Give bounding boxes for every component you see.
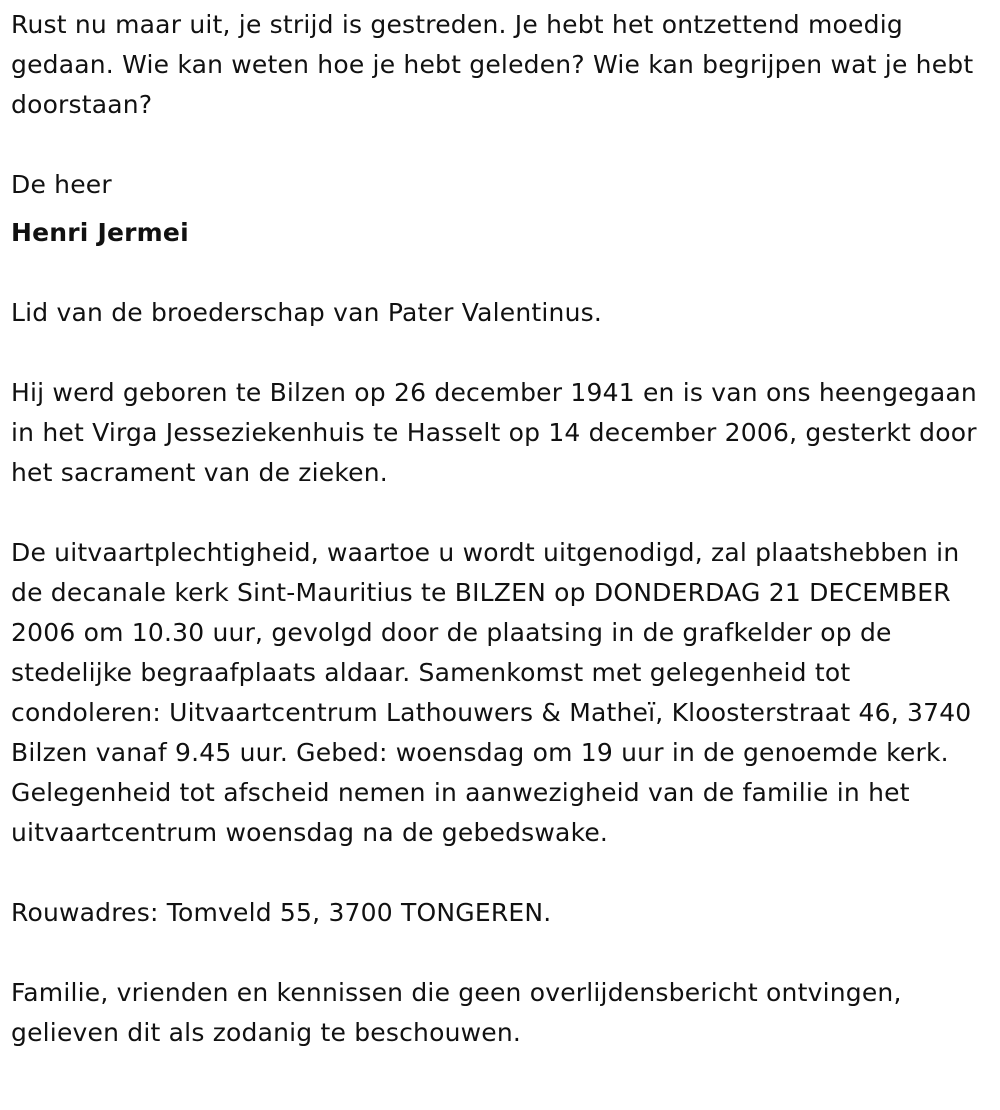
spacer	[11, 933, 986, 973]
deceased-name: Henri Jermei	[11, 218, 189, 247]
birth-death-paragraph: Hij werd geboren te Bilzen op 26 december 1941 en is van ons heengegaan in het Virga Jesseziekenhuis te Hasselt op 14 december 2006, gesterkt door het sacrament van de zieken.	[11, 378, 977, 487]
spacer	[11, 125, 986, 165]
obituary-text	[11, 5, 986, 1053]
spacer	[11, 333, 986, 373]
spacer	[11, 253, 986, 293]
spacer	[11, 493, 986, 533]
funeral-paragraph: De uitvaartplechtigheid, waartoe u wordt uitgenodigd, zal plaatshebben in de decanale kerk Sint-Mauritius te BILZEN op DONDERDAG 21 DECEMBER 2006 om 10.30 uur, gevolgd door de plaatsing in de grafkelder op de stedelijke begraafplaats aldaar. Samenkomst met gelegenheid tot condoleren: Uitvaartcentrum Lathouwers & Matheï, Kloosterstraat 46, 3740 Bilzen vanaf 9.45 uur. Gebed: woensdag om 19 uur in de genoemde kerk. Gelegenheid tot afscheid nemen in aanwezigheid van de familie in het uitvaartcentrum woensdag na de gebedswake.	[11, 538, 972, 847]
spacer	[11, 853, 986, 893]
poem-paragraph: Rust nu maar uit, je strijd is gestreden. Je hebt het ontzettend moedig gedaan. Wie kan weten hoe je hebt geleden? Wie kan begrijpen wat je hebt doorstaan?	[11, 10, 974, 119]
notice-paragraph: Familie, vrienden en kennissen die geen overlijdensbericht ontvingen, gelieven dit als zodanig te beschouwen.	[11, 978, 902, 1047]
membership-paragraph: Lid van de broederschap van Pater Valentinus.	[11, 298, 602, 327]
salutation: De heer	[11, 170, 112, 199]
mourning-address: Rouwadres: Tomveld 55, 3700 TONGEREN.	[11, 898, 552, 927]
